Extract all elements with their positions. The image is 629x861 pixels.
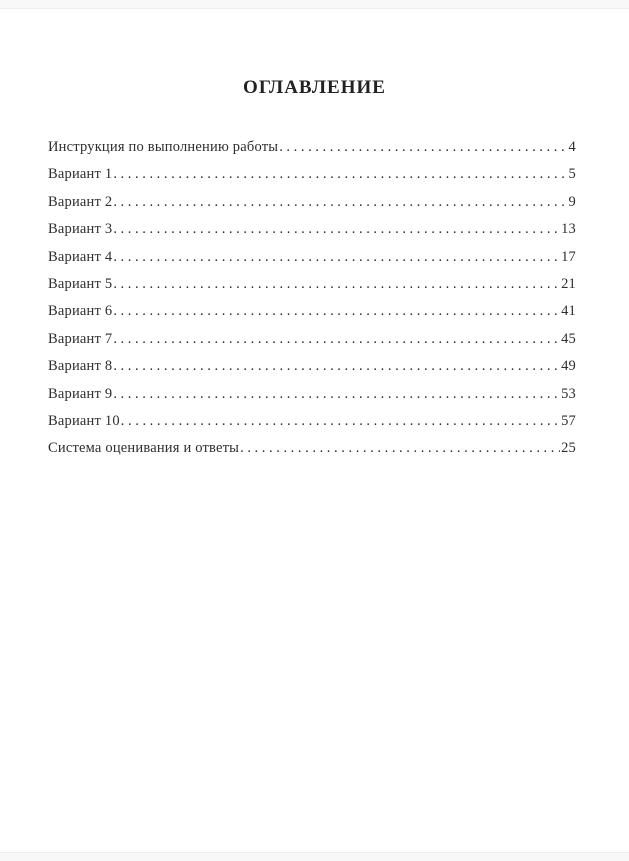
toc-entry-page: 17	[561, 248, 576, 265]
toc-entry-page: 49	[561, 358, 576, 375]
toc-entry-label: Вариант 2	[48, 193, 113, 210]
toc-dot-leader	[113, 326, 560, 353]
toc-dot-leader	[279, 134, 567, 161]
toc-entry-label: Вариант 9	[48, 385, 113, 402]
toc-dot-leader	[113, 189, 567, 216]
toc-entry-label: Вариант 3	[48, 221, 113, 238]
toc-row	[48, 326, 576, 353]
toc-entry-page: 53	[561, 385, 576, 402]
toc-entry-label: Вариант 4	[48, 248, 113, 265]
toc-entry-label: Система оценивания и ответы	[48, 440, 240, 457]
toc-row	[48, 161, 576, 188]
toc-entry-label: Инструкция по выполнению работы	[48, 139, 279, 155]
toc-dot-leader	[113, 381, 560, 408]
toc-entry-label: Вариант 10	[48, 412, 120, 429]
toc-row	[48, 408, 576, 435]
toc-row	[48, 244, 576, 271]
toc-entry-page: 25	[561, 440, 576, 457]
toc-row	[48, 189, 576, 216]
toc-dot-leader	[113, 298, 560, 325]
toc-dot-leader	[240, 435, 560, 462]
toc-dot-leader	[121, 408, 560, 435]
toc-entry-page: 21	[561, 275, 576, 292]
toc-entry-label: Вариант 1	[48, 166, 113, 183]
toc-entry-label: Вариант 5	[48, 275, 113, 292]
toc-entry-page: 57	[561, 412, 576, 429]
toc-entry-page: 41	[561, 303, 576, 320]
toc-entry-page: 9	[568, 193, 576, 210]
toc-entry-page: 13	[561, 221, 576, 238]
toc-entry-label: Вариант 7	[48, 330, 113, 347]
toc-row	[48, 216, 576, 243]
toc-entry-page: 45	[561, 330, 576, 347]
toc-entry-label: Вариант 6	[48, 303, 113, 320]
toc-entry-label: Вариант 8	[48, 358, 113, 375]
toc-dot-leader	[113, 161, 567, 188]
toc-row	[48, 271, 576, 298]
page-title: ОГЛАВЛЕНИЕ	[243, 77, 386, 98]
toc-row	[48, 134, 576, 161]
toc-row	[48, 381, 576, 408]
toc-dot-leader	[113, 244, 560, 271]
toc-row	[48, 298, 576, 325]
toc-dot-leader	[113, 216, 560, 243]
toc-entry-page: 4	[568, 139, 576, 155]
toc-dot-leader	[113, 353, 560, 380]
page-top-edge	[0, 0, 629, 9]
page-bottom-edge	[0, 852, 629, 861]
toc-row	[48, 435, 576, 462]
toc-list	[48, 134, 576, 463]
toc-row	[48, 353, 576, 380]
toc-dot-leader	[113, 271, 560, 298]
toc-entry-page: 5	[568, 166, 576, 183]
